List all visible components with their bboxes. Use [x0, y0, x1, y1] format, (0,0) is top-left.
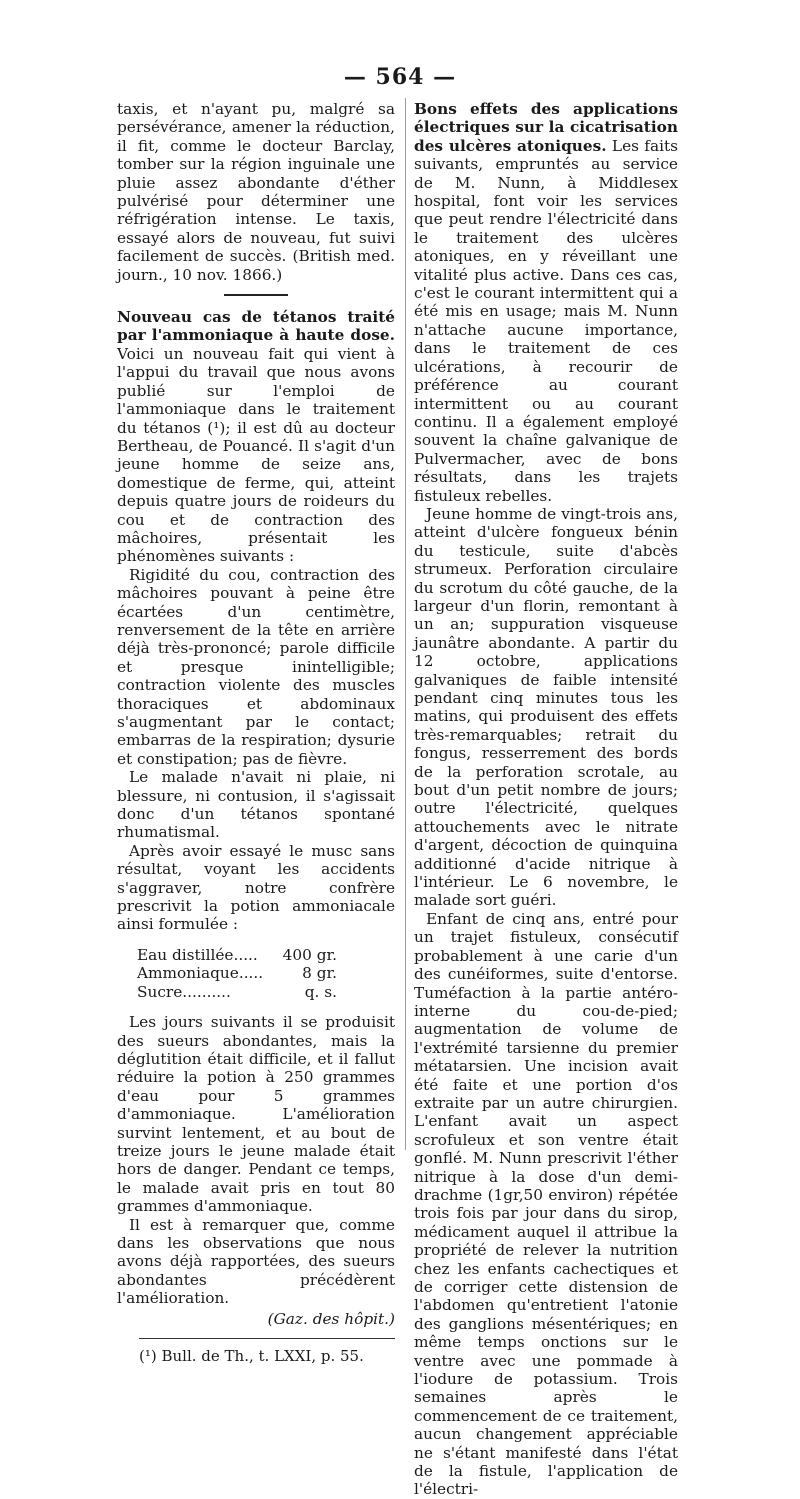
section-divider — [224, 294, 288, 296]
recipe-item: Eau distillée..... — [137, 945, 258, 964]
case-paragraph-2: Enfant de cinq ans, entré pour un trajet fistuleux, consécutif probablement à une carie d'un des cunéiformes, suite d'entorse. Tuméfaction à la partie antéro-interne du cou-de-pied; augmentation de volume de l'extrémité tarsienne du premier métatarsien. Une incision avait été faite et une portion d'os extraite par un autre chirurgien. L'enfant avait un aspect scrofuleux et son ventre était gonflé. M. Nunn prescrivit l'éther nitrique à la dose d'un demi-drachme (1gr,50 environ) répétée trois fois par jour dans du sirop, médicament auquel il attribue la propriété de relever la nutrition chez les enfants cachectiques et de corriger cette distension de l'abdomen qu'entretient l'atonie des ganglions mésentériques; en même temps onctions sur le ventre avec une pommade à l'iodure de potassium. Trois semaines après le commencement de ce traitement, aucun changement appréciable ne s'étant manifesté dans l'état de la fistule, l'application de l'électri- — [414, 909, 678, 1499]
article-paragraph-6: Il est à remarquer que, comme dans les observations que nous avons déjà rapportées, des sueurs abondantes précédèrent l'amélioration. — [117, 1215, 395, 1308]
recipe-qty: q. s. — [304, 982, 337, 1001]
case-paragraph-1: Jeune homme de vingt-trois ans, atteint d'ulcère fongueux bénin du testicule, suite d'abcès strumeux. Perforation circulaire du scrotum du côté gauche, de la largeur d'un florin, remontant à un an; suppuration visqueuse jaunâtre abondante. A partir du 12 octobre, applications galvaniques de faible intensité pendant cinq minutes tous les matins, qui produisent des effets très-remarquables; retrait du fongus, resserrement des bords de la perforation scrotale, au bout d'un petit nombre de jours; outre l'électricité, quelques attouchements avec le nitrate d'argent, décoction de quinquina additionné d'acide nitrique à l'intérieur. Le 6 novembre, le malade sort guéri. — [414, 504, 678, 910]
left-column — [117, 100, 395, 1365]
article-heading-tetanos: Nouveau cas de tétanos traité par l'ammoniaque à haute dose. — [117, 308, 395, 345]
recipe-qty: 8 gr. — [302, 964, 337, 983]
recipe-row — [137, 964, 337, 982]
article-text-electric: Les faits suivants, empruntés au service de M. Nunn, à Middlesex hospital, font voir les services que peut rendre l'électricité dans le traitement des ulcères atoniques, en y réveillant une vitalité plus active. Dans ces cas, c'est le courant intermittent qui a été mis en usage; mais M. Nunn n'attache aucune importance, dans le traitement de ces ulcérations, à recourir de préférence au courant intermittent ou au courant continu. Il a également employé souvent la chaîne galvanique de Pulvermacher, avec de bons résultats, dans les trajets fistuleux rebelles. — [414, 136, 678, 505]
intro-paragraph: taxis, et n'ayant pu, malgré sa persévérance, amener la réduction, il fit, comme le docteur Barclay, tomber sur la région inguinale une pluie assez abondante d'éther pulvérisé pour déterminer une réfrigération intense. Le taxis, essayé alors de nouveau, fut suivi facilement de succès. (British med. journ., 10 nov. 1866.) — [117, 100, 395, 284]
column-divider — [405, 98, 406, 1150]
recipe-qty: 400 gr. — [282, 945, 337, 964]
right-column — [414, 100, 678, 1499]
article-paragraph-2: Rigidité du cou, contraction des mâchoires pouvant à peine être écartées d'un centimètre, renversement de la tête en arrière déjà très-prononcé; parole difficile et presque inintelligible; contraction violente des muscles thoraciques et abdominaux s'augmentant par le contact; embarras de la respiration; dysurie et constipation; pas de fièvre. — [117, 565, 395, 768]
recipe-item: Ammoniaque..... — [137, 964, 264, 983]
article-paragraph-electric — [414, 100, 678, 505]
source-citation: (Gaz. des hôpit.) — [267, 1309, 395, 1328]
article-text-1: Voici un nouveau fait qui vient à l'appui du travail que nous avons publié sur l'emploi de l'ammoniaque dans le traitement du tétanos (¹); il est dû au docteur Bertheau, de Pouancé. Il s'agit d'un jeune homme de seize ans, domestique de ferme, qui, atteint depuis quatre jours de roideurs du cou et de contraction des mâchoires, présentait les phénomènes suivants : — [117, 344, 395, 566]
recipe-table — [137, 946, 395, 1001]
article-paragraph-5: Les jours suivants il se produisit des sueurs abondantes, mais la déglutition était difficile, et il fallut réduire la potion à 250 grammes d'eau pour 5 grammes d'ammoniaque. L'amélioration survint lentement, et au bout de treize jours le jeune malade était hors de danger. Pendant ce temps, le malade avait pris en tout 80 grammes d'ammoniaque. — [117, 1013, 395, 1216]
footnote-rule — [139, 1338, 395, 1339]
article-paragraph-3: Le malade n'avait ni plaie, ni blessure, ni contusion, il s'agissait donc d'un tétanos spontané rhumatismal. — [117, 768, 395, 842]
recipe-row — [137, 983, 337, 1001]
recipe-item: Sucre.......... — [137, 982, 231, 1001]
page-number: — 564 — — [343, 64, 457, 90]
article-paragraph-1 — [117, 308, 395, 566]
recipe-row — [137, 946, 337, 964]
footnote: (¹) Bull. de Th., t. LXXI, p. 55. — [139, 1347, 364, 1365]
article-heading-electric: Bons effets des applications électriques sur la cicatrisation des ulcères atoniques. — [414, 100, 678, 155]
article-paragraph-4: Après avoir essayé le musc sans résultat, voyant les accidents s'aggraver, notre confrère prescrivit la potion ammoniacale ainsi formulée : — [117, 841, 395, 934]
